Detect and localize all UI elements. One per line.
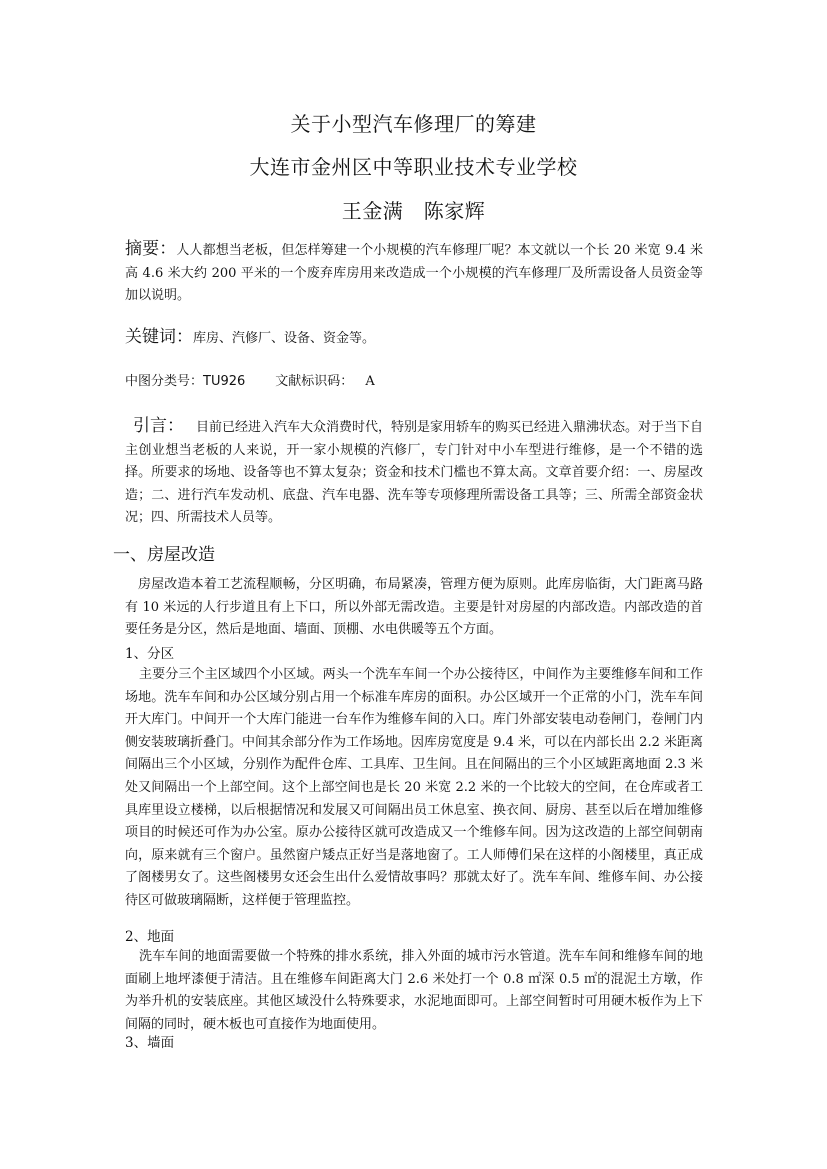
subheading-zoning: 1、分区 [125,646,175,662]
author-names: 王金满 陈家辉 [341,199,486,223]
classification-code: TU926 [203,374,246,389]
doc-id-code: A [365,374,375,389]
ground-paragraph: 洗车车间的地面需要做一个特殊的排水系统，排入外面的城市污水管道。洗车车间和维修车间的地面刷上地坪漆便于清洁。且在维修车间距离大门 2.6 米处打一个 0.8 ㎡深 0.5 ㎡的混泥土方墩，作为举升机的安装底座。其他区域没什么特殊要求，水泥地面即可。上部空间暂时可用硬木板作为上下间隔的同时，硬木板也可直接作为地面使用。 [125,949,703,1032]
intro-label: 引言： [133,416,184,436]
school-name: 大连市金州区中等职业技术专业学校 [249,155,578,179]
section-heading-house-renovation: 一、房屋改造 [113,545,215,565]
abstract-text: 人人都想当老板，但怎样筹建一个小规模的汽车修理厂呢？本文就以一个长 20 米宽 9.4 米高 4.6 米大约 200 平米的一个废弃库房用来改造成一个小规模的汽车修理厂及所需设备人员资金等加以说明。 [125,243,703,304]
document-title: 关于小型汽车修理厂的筹建 [290,112,537,136]
doc-id-label: 文献标识码： [275,374,354,389]
intro-text: 目前已经进入汽车大众消费时代，特别是家用轿车的购买已经进入鼎沸状态。对于当下自主创业想当老板的人来说，开一家小规模的汽修厂，专门针对中小车型进行维修，是一个不错的选择。所要求的场地、设备等也不算太复杂；资金和技术门槛也不算太高。文章首要介绍：一、房屋改造；二、进行汽车发动机、底盘、汽车电器、洗车等专项修理所需设备工具等；三、所需全部资金状况；四、所需技术人员等。 [125,420,704,526]
keywords-text: 库房、汽修厂、设备、资金等。 [193,331,376,346]
house-renovation-paragraph: 房屋改造本着工艺流程顺畅，分区明确，布局紧凑，管理方便为原则。此库房临街，大门距离马路有 10 米远的人行步道且有上下口，所以外部无需改造。主要是针对房屋的内部改造。内部改造的首要任务是分区，然后是地面、墙面、顶棚、水电供暖等五个方面。 [125,577,703,638]
keywords-label: 关键词： [125,327,193,347]
intro-paragraph [125,415,703,530]
keywords-paragraph [125,326,703,351]
subheading-wall: 3、墙面 [125,1035,175,1051]
zoning-paragraph: 主要分三个主区域四个小区域。两头一个洗车车间一个办公接待区，中间作为主要维修车间和工作场地。洗车车间和办公区域分别占用一个标准车库房的面积。办公区域开一个正常的小门，洗车车间开大库门。中间开一个大库门能进一台车作为维修车间的入口。库门外部安装电动卷闸门，卷闸门内侧安装玻璃折叠门。中间其余部分作为工作场地。因库房宽度是 9.4 米，可以在内部长出 2.2 米距离间隔出三个小区域，分别作为配件仓库、工具库、卫生间。且在间隔出的三个小区域距离地面 2.3 米处又间隔出一个上部空间。这个上部空间也是长 20 米宽 2.2 米的一个比较大的空间，在仓库或者工具库里设立楼梯，以后根据情况和发展又可间隔出员工休息室、换衣间、厨房、甚至以后在增加维修项目的时候还可作为办公室。原办公接待区就可改造成又一个维修车间。因为这改造的上部空间朝南向，原来就有三个窗户。虽然窗户矮点正好当是落地窗了。工人师傅们呆在这样的小阁楼里，真正成了阁楼男女了。这些阁楼男女还会生出什么爱情故事吗？那就太好了。洗车车间、维修车间、办公接待区可做玻璃隔断，这样便于管理监控。 [125,667,703,908]
classification-line [125,372,375,392]
abstract-label: 摘要： [125,239,177,259]
abstract-paragraph [125,238,703,308]
classification-label: 中图分类号： [125,374,204,389]
subheading-ground: 2、地面 [125,929,175,945]
